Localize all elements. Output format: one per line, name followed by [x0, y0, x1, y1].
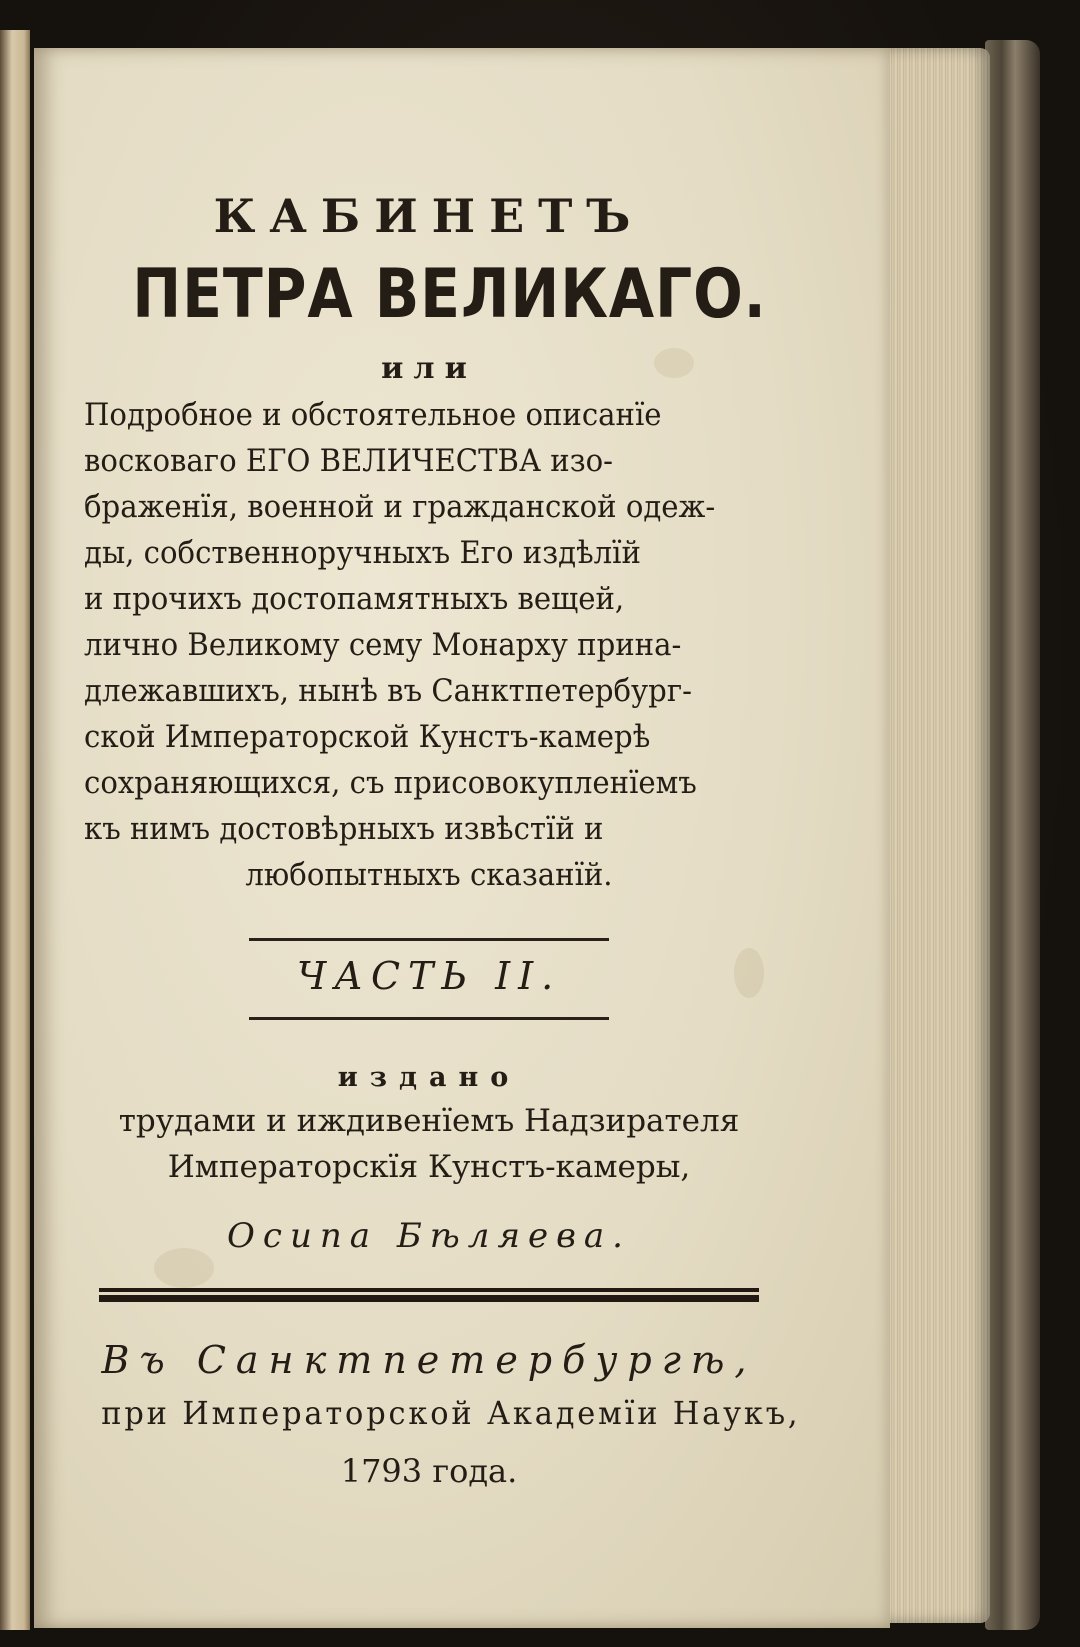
title-line-2: ПЕТРА ВЕЛИКАГО.	[132, 255, 767, 334]
description-line: ды, собственноручныхъ Его издѣлїй	[84, 535, 641, 571]
part-rule-bottom	[249, 1017, 609, 1020]
book-cover-edge	[985, 40, 1040, 1630]
publisher-line-1: трудами и иждивенїемъ Надзирателя	[118, 1103, 740, 1139]
imprint-press: при Императорской Академїи Наукъ,	[101, 1394, 801, 1432]
description-block	[84, 392, 774, 898]
description-line: къ нимъ достовѣрныхъ извѣстїй и	[84, 811, 604, 847]
publisher-line-2: Императорскїя Кунстъ-камеры,	[167, 1149, 691, 1185]
imprint-year: 1793 года.	[340, 1452, 518, 1490]
title-line-1: КАБИНЕТЪ	[213, 189, 645, 243]
part-rule-top	[249, 938, 609, 941]
part-number: ЧАСТЬ II.	[296, 954, 562, 998]
description-line: Подробное и обстоятельное описанїе	[84, 397, 662, 433]
title-connector: или	[381, 351, 477, 386]
previous-page-edge	[0, 30, 30, 1630]
page-block-edge	[880, 48, 990, 1623]
description-line: лично Великому сему Монарху прина-	[84, 627, 682, 663]
description-line: браженїя, военной и гражданской одеж-	[84, 489, 716, 525]
title-text-block	[84, 138, 801, 1496]
publisher-name: Осипа Бѣляева.	[227, 1216, 631, 1256]
description-line: сохраняющихся, съ присовокупленїемъ	[84, 765, 697, 801]
description-line: и прочихъ достопамятныхъ вещей,	[84, 581, 625, 617]
description-line: ской Императорской Кунстъ-камерѣ	[84, 719, 651, 755]
title-page	[34, 48, 890, 1628]
description-line: восковаго ЕГО ВЕЛИЧЕСТВА изо-	[84, 443, 613, 479]
description-line: любопытныхъ сказанїй.	[245, 857, 613, 893]
imprint-rule	[99, 1288, 759, 1302]
imprint-place: Въ Санктпетербургѣ,	[101, 1338, 757, 1382]
description-line: длежавшихъ, нынѣ въ Санктпетербург-	[84, 673, 692, 709]
publisher-label: издано	[337, 1062, 521, 1093]
